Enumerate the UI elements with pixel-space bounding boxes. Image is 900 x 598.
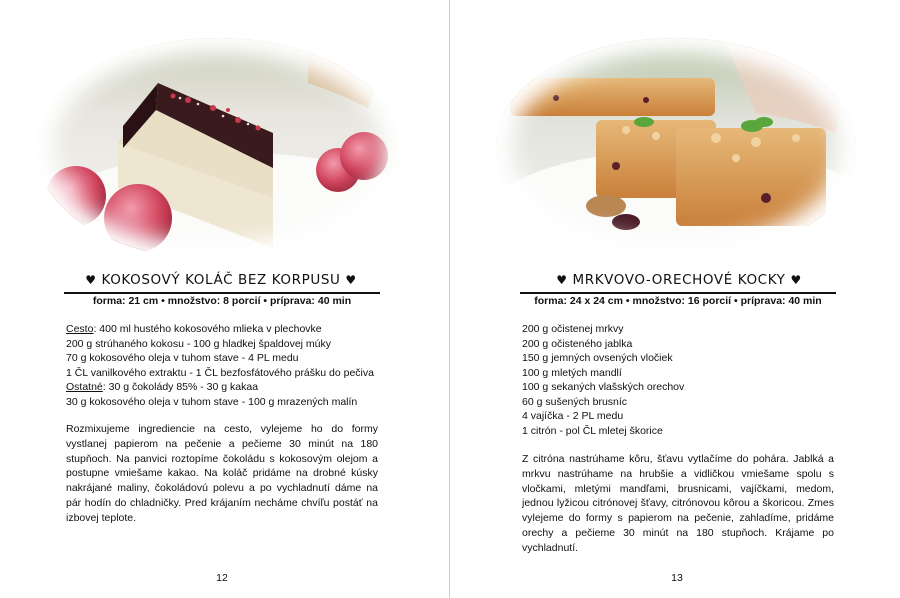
ingredient-label: Cesto bbox=[66, 323, 94, 335]
heart-icon: ♥ bbox=[790, 273, 802, 287]
page-number: 12 bbox=[216, 572, 228, 584]
ingredient-line bbox=[66, 322, 396, 337]
heart-icon: ♥ bbox=[85, 273, 97, 287]
ingredient-line bbox=[66, 380, 396, 395]
ingredient-line: 150 g jemných ovsených vločiek bbox=[522, 352, 673, 364]
carrot-bars-photo bbox=[496, 38, 856, 260]
ingredient-line: 200 g očisteného jablka bbox=[522, 337, 633, 350]
ingredient-text: 30 g kokosového oleja v tuhom stave - 100 g mrazených malín bbox=[66, 395, 358, 408]
recipe-title-text: MRKVOVO-ORECHOVÉ KOCKY bbox=[572, 272, 786, 288]
method-paragraph: Rozmixujeme ingrediencie na cesto, vylejeme ho do formy vystlanej papierom na pečenie a pečieme 30 minút na 180 stupňoch. Na panvici roztopíme čokoládu s kokosovým olejom a postupne vmiešame kakao. Na koláč pridáme na drobné kúsky nakrájané maliny, čokoládovú polevu a po vychladnutí dáme na pár hodín do chladničky. Pred krájaním necháme chvíľu postáť na izbovej teplote. bbox=[66, 423, 378, 524]
left-page bbox=[0, 0, 449, 598]
page-number: 13 bbox=[671, 572, 683, 584]
ingredient-text: 200 g strúhaného kokosu - 100 g hladkej špaldovej múky bbox=[66, 337, 332, 350]
right-page bbox=[450, 0, 899, 598]
ingredient-line: 100 g sekaných vlašských orechov bbox=[522, 381, 685, 393]
ingredients-list bbox=[66, 322, 396, 409]
ingredient-line: 1 citrón - pol ČL mletej škorice bbox=[522, 424, 663, 437]
ingredient-line: 200 g očistenej mrkvy bbox=[522, 323, 624, 335]
heart-icon: ♥ bbox=[345, 273, 357, 287]
ingredient-text: : 400 ml hustého kokosového mlieka v plechovke bbox=[93, 323, 322, 335]
raspberry-4 bbox=[340, 132, 388, 180]
ingredient-line: 4 vajíčka - 2 PL medu bbox=[522, 410, 624, 422]
recipe-meta: forma: 21 cm • množstvo: 8 porcií • príprava: 40 min bbox=[92, 295, 352, 307]
recipe-title bbox=[62, 272, 380, 288]
ingredient-line bbox=[66, 395, 396, 410]
ingredient-text: 70 g kokosového oleja v tuhom stave - 4 PL medu bbox=[66, 352, 299, 364]
carrot-bars-image bbox=[496, 38, 856, 260]
method-paragraph: Z citróna nastrúhame kôru, šťavu vytlačíme do pohára. Jablká a mrkvu nastrúhame na hrubšie a vidličkou vmiešame spolu s vločkami, mletými mandľami, brusnicami, vajíčkami, medom, jednou lyžicou citrónovej šťavy, citrónovou kôrou a škoricou. Zmes vylejeme do formy s papierom na pečenie, zahladíme, pridáme orechy a pečieme 30 minút na 180 stupňoch. Krájame po vychladnutí. bbox=[522, 453, 834, 554]
title-divider bbox=[520, 292, 836, 294]
ingredient-line bbox=[66, 366, 396, 381]
ingredient-line: 100 g mletých mandlí bbox=[522, 366, 622, 379]
ingredient-line bbox=[66, 351, 396, 366]
title-divider bbox=[64, 292, 380, 294]
heart-icon: ♥ bbox=[556, 273, 568, 287]
recipe-title bbox=[520, 272, 838, 288]
recipe-meta: forma: 24 x 24 cm • množstvo: 16 porcií • príprava: 40 min bbox=[534, 295, 822, 307]
ingredient-line bbox=[66, 337, 396, 352]
coconut-cake-photo bbox=[38, 38, 398, 260]
raspberry-2 bbox=[104, 184, 172, 252]
raspberry-1 bbox=[46, 166, 106, 226]
ingredient-text: : 30 g čokolády 85% - 30 g kakaa bbox=[102, 381, 259, 393]
ingredient-text: 1 ČL vanilkového extraktu - 1 ČL bezfosfátového prášku do pečiva bbox=[66, 366, 374, 379]
ingredient-label: Ostatné bbox=[66, 381, 103, 393]
ingredient-line: 60 g sušených brusníc bbox=[522, 395, 628, 408]
ingredients-list bbox=[522, 322, 852, 438]
coconut-cake-image bbox=[38, 38, 398, 260]
recipe-title-text: KOKOSOVÝ KOLÁČ BEZ KORPUSU bbox=[101, 272, 341, 288]
